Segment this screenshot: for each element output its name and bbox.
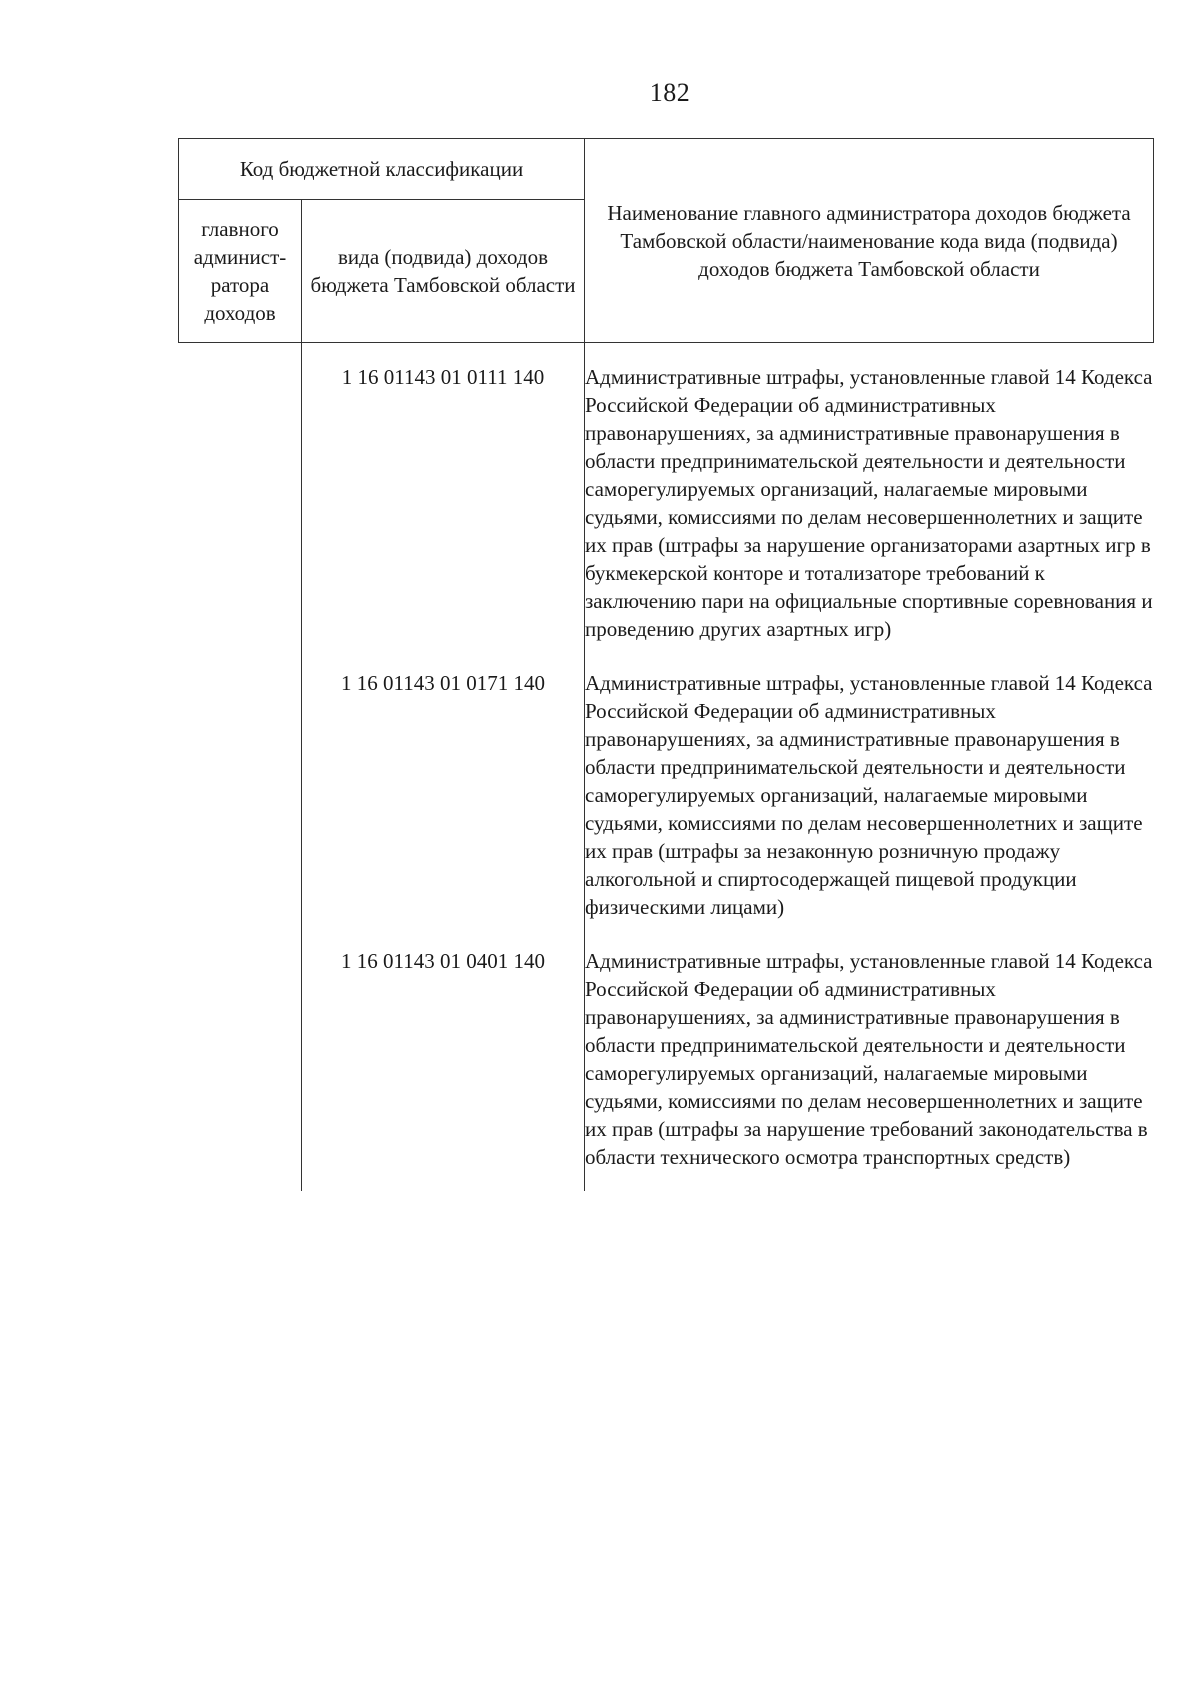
table-row: [179, 343, 1154, 670]
description-cell: Административные штрафы, установленные главой 14 Кодекса Российской Федерации об административных правонарушениях, за административные правонарушения в области предпринимательской деятельности и деятельности саморегулируемых организаций, налагаемые мировыми судьями, комиссиями по делам несовершеннолетних и защите их прав (штрафы за незаконную розничную продажу алкогольной и спиртосодержащей пищевой продукции физическими лицами): [585, 671, 1153, 919]
budget-code-group-header: Код бюджетной классификации: [179, 139, 585, 200]
table-row: [179, 947, 1154, 1191]
description-cell: Административные штрафы, установленные главой 14 Кодекса Российской Федерации об административных правонарушениях, за административные правонарушения в области предпринимательской деятельности и деятельности саморегулируемых организаций, налагаемые мировыми судьями, комиссиями по делам несовершеннолетних и защите их прав (штрафы за нарушение требований законодательства в области технического осмотра транспортных средств): [585, 949, 1153, 1169]
income-code-cell: 1 16 01143 01 0111 140: [302, 343, 585, 670]
income-code-cell: 1 16 01143 01 0401 140: [302, 947, 585, 1191]
description-cell: Административные штрафы, установленные главой 14 Кодекса Российской Федерации об административных правонарушениях, за административные правонарушения в области предпринимательской деятельности и деятельности саморегулируемых организаций, налагаемые мировыми судьями, комиссиями по делам несовершеннолетних и защите их прав (штрафы за нарушение организаторами азартных игр в букмекерской конторе и тотализаторе требований к заключению пари на официальные спортивные соревнования и проведению других азартных игр): [585, 365, 1153, 641]
name-column-header: Наименование главного администратора доходов бюджета Тамбовской области/наименование кода вида (подвида) доходов бюджета Тамбовской области: [585, 139, 1154, 343]
admin-cell: [179, 343, 302, 670]
table-row: [179, 669, 1154, 947]
page-number: 182: [649, 78, 691, 107]
admin-column-header: главного админист-ратора доходов: [179, 200, 302, 343]
admin-cell: [179, 947, 302, 1191]
budget-classification-table: [178, 138, 1154, 1191]
income-code-cell: 1 16 01143 01 0171 140: [302, 669, 585, 947]
code-column-header: вида (подвида) доходов бюджета Тамбовской области: [302, 200, 585, 343]
table-header-row: [179, 139, 1154, 200]
admin-cell: [179, 669, 302, 947]
